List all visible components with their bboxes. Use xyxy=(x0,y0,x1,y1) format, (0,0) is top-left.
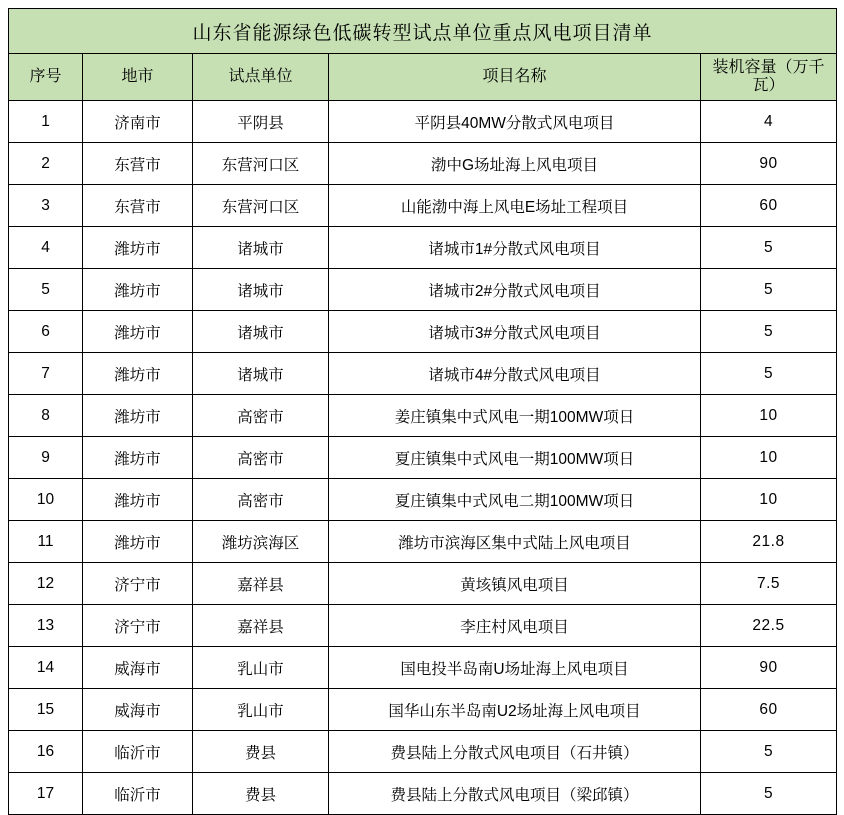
cell-city: 潍坊市 xyxy=(83,269,193,311)
cell-city: 潍坊市 xyxy=(83,437,193,479)
cell-unit: 高密市 xyxy=(193,395,329,437)
table-row xyxy=(9,353,837,395)
cell-unit: 东营河口区 xyxy=(193,185,329,227)
cell-unit: 嘉祥县 xyxy=(193,563,329,605)
cell-unit: 费县 xyxy=(193,773,329,815)
cell-project: 国电投半岛南U场址海上风电项目 xyxy=(329,647,701,689)
cell-project: 诸城市1#分散式风电项目 xyxy=(329,227,701,269)
table-row xyxy=(9,479,837,521)
cell-unit: 诸城市 xyxy=(193,353,329,395)
cell-city: 济宁市 xyxy=(83,605,193,647)
cell-capacity: 5 xyxy=(701,311,837,353)
cell-capacity: 5 xyxy=(701,269,837,311)
cell-unit: 诸城市 xyxy=(193,311,329,353)
cell-no: 4 xyxy=(9,227,83,269)
table-header-row xyxy=(9,54,837,101)
table-row xyxy=(9,605,837,647)
column-header-capacity: 装机容量（万千瓦） xyxy=(701,54,837,101)
cell-no: 13 xyxy=(9,605,83,647)
cell-no: 5 xyxy=(9,269,83,311)
table-row xyxy=(9,269,837,311)
cell-city: 潍坊市 xyxy=(83,311,193,353)
cell-unit: 高密市 xyxy=(193,437,329,479)
column-header-no: 序号 xyxy=(9,54,83,101)
cell-capacity: 10 xyxy=(701,437,837,479)
page-title: 山东省能源绿色低碳转型试点单位重点风电项目清单 xyxy=(9,9,837,54)
cell-city: 临沂市 xyxy=(83,773,193,815)
table-row xyxy=(9,773,837,815)
table-body xyxy=(9,101,837,815)
cell-no: 3 xyxy=(9,185,83,227)
cell-capacity: 90 xyxy=(701,647,837,689)
cell-no: 17 xyxy=(9,773,83,815)
cell-unit: 乳山市 xyxy=(193,647,329,689)
cell-city: 潍坊市 xyxy=(83,521,193,563)
cell-capacity: 90 xyxy=(701,143,837,185)
cell-project: 平阴县40MW分散式风电项目 xyxy=(329,101,701,143)
cell-unit: 平阴县 xyxy=(193,101,329,143)
cell-no: 8 xyxy=(9,395,83,437)
cell-project: 黄垓镇风电项目 xyxy=(329,563,701,605)
cell-no: 1 xyxy=(9,101,83,143)
cell-project: 费县陆上分散式风电项目（梁邱镇） xyxy=(329,773,701,815)
cell-city: 济宁市 xyxy=(83,563,193,605)
cell-city: 潍坊市 xyxy=(83,353,193,395)
cell-capacity: 22.5 xyxy=(701,605,837,647)
cell-project: 夏庄镇集中式风电二期100MW项日 xyxy=(329,479,701,521)
table-row xyxy=(9,689,837,731)
cell-city: 东营市 xyxy=(83,143,193,185)
column-header-unit: 试点单位 xyxy=(193,54,329,101)
cell-project: 诸城市3#分散式风电项目 xyxy=(329,311,701,353)
table-row xyxy=(9,311,837,353)
cell-no: 9 xyxy=(9,437,83,479)
cell-capacity: 4 xyxy=(701,101,837,143)
cell-unit: 高密市 xyxy=(193,479,329,521)
cell-capacity: 5 xyxy=(701,227,837,269)
cell-capacity: 10 xyxy=(701,479,837,521)
cell-city: 济南市 xyxy=(83,101,193,143)
cell-capacity: 7.5 xyxy=(701,563,837,605)
cell-project: 费县陆上分散式风电项目（石井镇） xyxy=(329,731,701,773)
cell-unit: 诸城市 xyxy=(193,269,329,311)
cell-city: 潍坊市 xyxy=(83,227,193,269)
table-row xyxy=(9,143,837,185)
cell-no: 10 xyxy=(9,479,83,521)
cell-capacity: 60 xyxy=(701,689,837,731)
cell-no: 11 xyxy=(9,521,83,563)
table-row xyxy=(9,227,837,269)
cell-capacity: 21.8 xyxy=(701,521,837,563)
cell-project: 诸城市2#分散式风电项目 xyxy=(329,269,701,311)
column-header-project: 项目名称 xyxy=(329,54,701,101)
table-row xyxy=(9,101,837,143)
cell-unit: 潍坊滨海区 xyxy=(193,521,329,563)
cell-unit: 费县 xyxy=(193,731,329,773)
cell-capacity: 5 xyxy=(701,773,837,815)
cell-project: 渤中G场址海上风电项目 xyxy=(329,143,701,185)
cell-unit: 诸城市 xyxy=(193,227,329,269)
cell-capacity: 5 xyxy=(701,731,837,773)
wind-power-project-table xyxy=(8,8,837,815)
table-row xyxy=(9,563,837,605)
cell-unit: 东营河口区 xyxy=(193,143,329,185)
cell-project: 诸城市4#分散式风电项目 xyxy=(329,353,701,395)
cell-city: 潍坊市 xyxy=(83,395,193,437)
table-row xyxy=(9,395,837,437)
cell-no: 6 xyxy=(9,311,83,353)
cell-city: 威海市 xyxy=(83,689,193,731)
table-row xyxy=(9,521,837,563)
cell-project: 姜庄镇集中式风电一期100MW项日 xyxy=(329,395,701,437)
cell-unit: 嘉祥县 xyxy=(193,605,329,647)
cell-project: 李庄村风电项目 xyxy=(329,605,701,647)
table-row xyxy=(9,437,837,479)
cell-no: 7 xyxy=(9,353,83,395)
cell-project: 夏庄镇集中式风电一期100MW项日 xyxy=(329,437,701,479)
cell-project: 潍坊市滨海区集中式陆上风电项目 xyxy=(329,521,701,563)
cell-project: 国华山东半岛南U2场址海上风电项目 xyxy=(329,689,701,731)
column-header-city: 地市 xyxy=(83,54,193,101)
cell-capacity: 60 xyxy=(701,185,837,227)
table-title-row xyxy=(9,9,837,54)
cell-city: 潍坊市 xyxy=(83,479,193,521)
cell-city: 东营市 xyxy=(83,185,193,227)
table-row xyxy=(9,185,837,227)
cell-no: 16 xyxy=(9,731,83,773)
table-row xyxy=(9,731,837,773)
cell-no: 12 xyxy=(9,563,83,605)
cell-city: 临沂市 xyxy=(83,731,193,773)
cell-no: 14 xyxy=(9,647,83,689)
cell-capacity: 10 xyxy=(701,395,837,437)
cell-unit: 乳山市 xyxy=(193,689,329,731)
cell-city: 威海市 xyxy=(83,647,193,689)
cell-capacity: 5 xyxy=(701,353,837,395)
table-row xyxy=(9,647,837,689)
cell-project: 山能渤中海上风电E场址工程项目 xyxy=(329,185,701,227)
cell-no: 15 xyxy=(9,689,83,731)
cell-no: 2 xyxy=(9,143,83,185)
